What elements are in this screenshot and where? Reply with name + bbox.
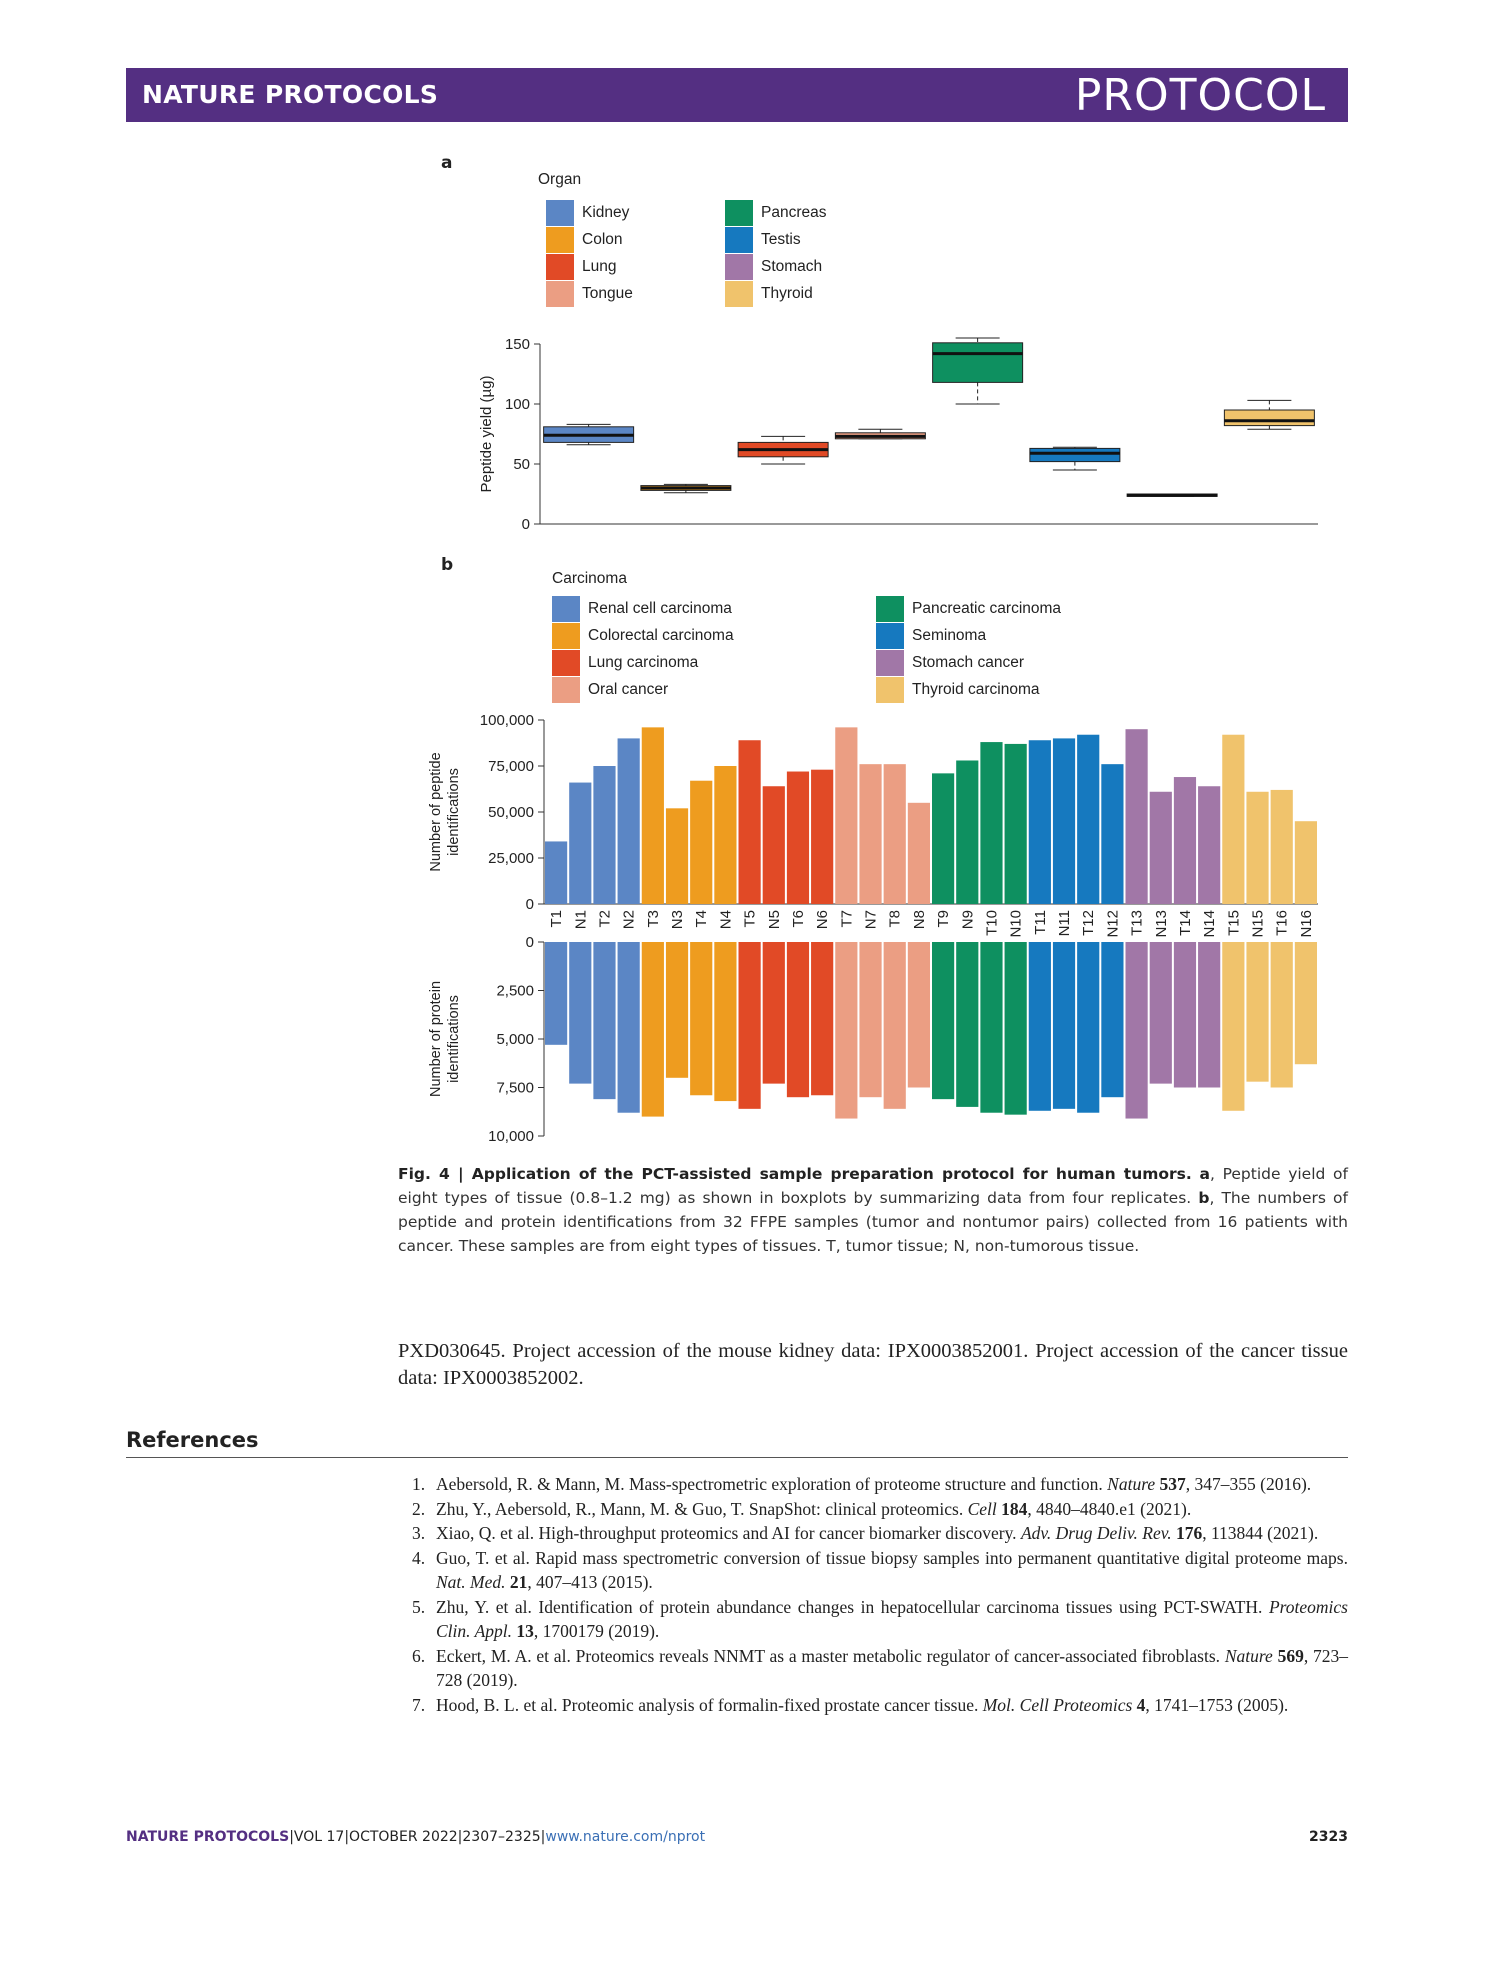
protein-bar-t5 [739, 942, 761, 1109]
protein-bar-t14 [1174, 942, 1196, 1088]
legend-label: Colon [582, 231, 623, 248]
reference-number: 3. [412, 1523, 426, 1543]
protein-bar-n9 [956, 942, 978, 1107]
caption-a-letter: a [1199, 1165, 1210, 1183]
panel-b-letter: b [441, 555, 454, 575]
boxplot-chart [0, 0, 1489, 560]
sample-label-t7: T7 [838, 910, 856, 928]
peptide-bar-t12 [1077, 735, 1099, 904]
sample-label-n3: N3 [669, 910, 687, 930]
footer-sep: | [344, 1829, 350, 1845]
caption-a-text: , Peptide yield of eight types of tissue (0.8–1.2 mg) as shown in boxplots by summarizing data from four replicates. [398, 1165, 1348, 1207]
panel-a-legend-title: Organ [538, 171, 582, 188]
reference-text: Hood, B. L. et al. Proteomic analysis of formalin-fixed prostate cancer tissue. [436, 1694, 983, 1715]
legend-label: Seminoma [912, 627, 987, 644]
y-tick-bottom-label: 5,000 [496, 1031, 534, 1048]
legend-label: Pancreas [761, 204, 827, 221]
caption-b-text: , The numbers of peptide and protein identifications from 32 FFPE samples (tumor and nontumor pairs) collected from 16 patients with cancer. These samples are from eight types of tissues. T, tumor tissue; N, non-tumorous tissue. [398, 1189, 1348, 1255]
reference-journal: Mol. Cell Proteomics [982, 1694, 1133, 1715]
y-tick-label: 150 [504, 336, 530, 353]
sample-label-n1: N1 [572, 910, 590, 930]
footer-date: OCTOBER 2022 [349, 1829, 458, 1845]
reference-number: 2. [412, 1498, 426, 1519]
y-axis-bottom-label-line2: identifications [446, 995, 462, 1083]
legend-label: Oral cancer [588, 681, 669, 698]
protein-bar-n10 [1005, 942, 1027, 1115]
peptide-bar-n2 [618, 738, 640, 904]
reference-journal: Nat. Med. [436, 1572, 506, 1592]
peptide-bar-t5 [739, 740, 761, 904]
y-tick-top-label: 0 [525, 896, 534, 913]
reference-pages: , 1700179 (2019). [533, 1621, 660, 1641]
peptide-bar-t10 [980, 742, 1002, 904]
reference-journal: Cell [967, 1498, 997, 1519]
y-axis-bottom-label-line1: Number of protein [428, 980, 444, 1098]
box-kidney [544, 424, 634, 444]
protein-bar-t7 [835, 942, 857, 1119]
reference-journal: Nature [1224, 1645, 1273, 1666]
peptide-bar-n1 [569, 783, 591, 904]
protein-bar-t3 [642, 942, 664, 1117]
peptide-bar-t3 [642, 727, 664, 904]
legend-swatch [552, 623, 580, 649]
legend-label: Lung [582, 258, 617, 275]
peptide-bar-n15 [1246, 792, 1268, 904]
box-thyroid [1224, 400, 1314, 429]
y-tick-label: 100 [504, 396, 530, 413]
reference-volume: 569 [1277, 1645, 1304, 1666]
reference-number: 6. [412, 1645, 426, 1666]
protein-bar-t2 [593, 942, 615, 1099]
footer-journal: NATURE PROTOCOLS [126, 1829, 290, 1845]
peptide-bar-t15 [1222, 735, 1244, 904]
legend-label: Thyroid carcinoma [912, 681, 1040, 698]
y-tick-bottom-label: 0 [525, 934, 534, 951]
reference-pages: , 1741–1753 (2005). [1145, 1694, 1289, 1715]
article-type-label: PROTOCOL [1074, 70, 1326, 121]
footer-url-link[interactable]: www.nature.com/nprot [545, 1829, 706, 1845]
sample-label-n6: N6 [814, 910, 832, 930]
reference-text: Zhu, Y., Aebersold, R., Mann, M. & Guo, T. SnapShot: clinical proteomics. [436, 1498, 968, 1519]
footer-sep: | [289, 1829, 294, 1845]
protein-bar-n14 [1198, 942, 1220, 1088]
y-axis-label: Peptide yield (µg) [478, 375, 495, 493]
sample-label-n15: N15 [1249, 910, 1267, 938]
peptide-bar-n8 [908, 803, 930, 904]
sample-label-n16: N16 [1297, 910, 1315, 938]
protein-bar-t4 [690, 942, 712, 1095]
legend-label: Stomach cancer [912, 654, 1024, 671]
reference-volume: 176 [1175, 1523, 1203, 1543]
sample-label-n7: N7 [862, 910, 880, 930]
peptide-bar-n4 [714, 766, 736, 904]
peptide-bar-t1 [545, 841, 567, 904]
legend-swatch [552, 650, 580, 676]
sample-label-t9: T9 [935, 910, 953, 928]
sample-label-t11: T11 [1031, 910, 1049, 935]
y-axis-top-label-line1: Number of peptide [428, 752, 444, 872]
peptide-bar-t16 [1271, 790, 1293, 904]
y-tick-label: 0 [521, 516, 530, 533]
legend-item-pancreatic-carcinoma [876, 596, 1061, 622]
panel-a-letter: a [441, 153, 453, 173]
sample-label-t14: T14 [1176, 910, 1194, 936]
legend-item-colorectal-carcinoma [552, 623, 734, 649]
sample-label-t8: T8 [886, 910, 904, 928]
peptide-bar-n16 [1295, 821, 1317, 904]
reference-number: 4. [412, 1547, 426, 1568]
protein-bar-t15 [1222, 942, 1244, 1111]
y-tick-bottom-label: 2,500 [496, 982, 534, 1000]
box-body [1030, 448, 1120, 461]
identifications-bar-chart [0, 690, 1489, 1150]
peptide-bar-t6 [787, 772, 809, 904]
caption-label: Fig. 4 | Application of the PCT-assisted sample preparation protocol for human tumors. [398, 1165, 1192, 1183]
legend-label: Testis [761, 231, 801, 248]
legend-label: Colorectal carcinoma [588, 627, 734, 644]
protein-bar-t1 [545, 942, 567, 1045]
references-list [398, 1472, 1348, 1717]
reference-volume: 4 [1136, 1694, 1146, 1715]
y-tick-top-label: 50,000 [488, 804, 534, 821]
reference-journal: Nature [1107, 1474, 1156, 1494]
reference-journal: Adv. Drug Deliv. Rev. [1020, 1523, 1172, 1543]
footer-pages: 2307–2325 [462, 1829, 541, 1845]
protein-bar-n16 [1295, 942, 1317, 1064]
protein-bar-t6 [787, 942, 809, 1097]
figure-caption [398, 1162, 1348, 1258]
protein-bar-t11 [1029, 942, 1051, 1111]
peptide-bar-t13 [1126, 729, 1148, 904]
reference-text: Eckert, M. A. et al. Proteomics reveals NNMT as a master metabolic regulator of cancer-associated fibroblasts. [436, 1645, 1225, 1666]
legend-item-seminoma [876, 623, 986, 649]
peptide-bar-n5 [763, 786, 785, 904]
peptide-bar-t11 [1029, 740, 1051, 904]
peptide-bar-t4 [690, 781, 712, 904]
protein-bar-n7 [859, 942, 881, 1097]
y-tick-top-label: 75,000 [488, 758, 534, 775]
sample-label-n9: N9 [959, 910, 977, 930]
box-body [933, 343, 1023, 383]
reference-text: Guo, T. et al. Rapid mass spectrometric conversion of tissue biopsy samples into permanent quantitative digital proteome maps. [436, 1547, 1348, 1568]
legend-swatch [876, 596, 904, 622]
protein-bar-t9 [932, 942, 954, 1099]
peptide-bar-t8 [884, 764, 906, 904]
legend-item-stomach-cancer [876, 650, 1024, 676]
sample-label-n4: N4 [717, 910, 735, 930]
sample-label-n13: N13 [1152, 910, 1170, 938]
reference-number: 1. [412, 1474, 426, 1494]
protein-bar-n13 [1150, 942, 1172, 1084]
sample-label-n12: N12 [1104, 910, 1122, 938]
protein-bar-n3 [666, 942, 688, 1078]
footer-sep: | [540, 1829, 546, 1845]
references-heading: References [126, 1428, 259, 1452]
sample-label-n5: N5 [765, 910, 783, 930]
reference-item [398, 1521, 1348, 1546]
box-colon [641, 484, 731, 492]
journal-name: NATURE PROTOCOLS [142, 80, 439, 109]
sample-label-t16: T16 [1273, 910, 1291, 936]
legend-label: Lung carcinoma [588, 654, 699, 671]
peptide-bar-t2 [593, 766, 615, 904]
sample-label-n10: N10 [1007, 910, 1025, 938]
protein-bar-n15 [1246, 942, 1268, 1082]
reference-item [398, 1693, 1348, 1718]
reference-pages: , 723–728 (2019). [436, 1645, 1349, 1690]
reference-item [398, 1595, 1348, 1644]
box-stomach [1127, 494, 1217, 496]
sample-label-t12: T12 [1080, 910, 1098, 936]
legend-label: Kidney [582, 204, 630, 221]
sample-label-n11: N11 [1056, 910, 1074, 937]
page-number: 2323 [1309, 1829, 1348, 1845]
sample-label-t13: T13 [1128, 910, 1146, 936]
reference-pages: , 4840–4840.e1 (2021). [1027, 1498, 1192, 1519]
legend-swatch [552, 596, 580, 622]
protein-bar-n6 [811, 942, 833, 1095]
protein-bar-t13 [1126, 942, 1148, 1119]
sample-label-t6: T6 [789, 910, 807, 928]
sample-label-t5: T5 [741, 910, 759, 928]
legend-item-lung-carcinoma [552, 650, 698, 676]
reference-pages: , 407–413 (2015). [527, 1572, 653, 1592]
protein-bar-t16 [1271, 942, 1293, 1088]
reference-volume: 13 [516, 1621, 534, 1641]
page-footer [126, 1829, 1348, 1845]
y-tick-bottom-label: 10,000 [488, 1128, 534, 1145]
box-tongue [835, 429, 925, 439]
protein-bar-n2 [618, 942, 640, 1113]
protein-bar-n11 [1053, 942, 1075, 1109]
box-testis [1030, 447, 1120, 470]
sample-label-t15: T15 [1225, 910, 1243, 936]
caption-b-letter: b [1198, 1189, 1210, 1207]
sample-label-t2: T2 [596, 910, 614, 928]
body-paragraph: PXD030645. Project accession of the mouse kidney data: IPX0003852001. Project accession of the cancer tissue data: IPX0003852002. [398, 1340, 1348, 1389]
panel-b-legend-title: Carcinoma [552, 570, 627, 587]
y-tick-bottom-label: 7,500 [496, 1079, 534, 1097]
legend-label: Thyroid [761, 285, 813, 302]
footer-sep: | [457, 1829, 463, 1845]
protein-bar-n5 [763, 942, 785, 1084]
protein-bar-t12 [1077, 942, 1099, 1113]
reference-item [398, 1497, 1348, 1522]
peptide-bar-t14 [1174, 777, 1196, 904]
sample-label-n8: N8 [910, 910, 928, 930]
peptide-bar-n11 [1053, 738, 1075, 904]
legend-item-renal-cell-carcinoma [552, 596, 732, 622]
sample-label-t3: T3 [644, 910, 662, 928]
peptide-bar-n10 [1005, 744, 1027, 904]
reference-item [398, 1472, 1348, 1497]
reference-volume: 537 [1159, 1474, 1186, 1494]
references-divider [126, 1457, 1348, 1458]
box-lung [738, 436, 828, 464]
legend-swatch [876, 650, 904, 676]
protein-bar-n4 [714, 942, 736, 1101]
box-pancreas [933, 338, 1023, 404]
sample-label-t1: T1 [548, 910, 566, 928]
reference-text: Xiao, Q. et al. High-throughput proteomics and AI for cancer biomarker discovery. [436, 1523, 1021, 1543]
legend-label: Renal cell carcinoma [588, 600, 732, 617]
peptide-bar-t9 [932, 773, 954, 904]
reference-number: 5. [412, 1596, 426, 1617]
peptide-bar-n13 [1150, 792, 1172, 904]
reference-item [398, 1546, 1348, 1595]
sample-label-t10: T10 [983, 910, 1001, 936]
sample-label-n14: N14 [1201, 910, 1219, 938]
reference-volume: 21 [509, 1572, 528, 1592]
footer-volume: VOL 17 [293, 1829, 345, 1845]
peptide-bar-n6 [811, 770, 833, 904]
y-tick-top-label: 100,000 [479, 712, 534, 729]
protein-bar-n1 [569, 942, 591, 1084]
sample-label-t4: T4 [693, 910, 711, 928]
reference-pages: , 113844 (2021). [1202, 1523, 1319, 1543]
reference-text: Zhu, Y. et al. Identification of protein abundance changes in hepatocellular carcinoma tissues using PCT-SWATH. [436, 1596, 1269, 1617]
peptide-bar-n9 [956, 760, 978, 904]
y-tick-label: 50 [513, 456, 530, 473]
protein-bar-t8 [884, 942, 906, 1109]
reference-item [398, 1644, 1348, 1693]
legend-swatch [876, 623, 904, 649]
peptide-bar-n12 [1101, 764, 1123, 904]
reference-pages: , 347–355 (2016). [1185, 1474, 1312, 1494]
reference-text: Aebersold, R. & Mann, M. Mass-spectrometric exploration of proteome structure and function. [436, 1474, 1108, 1494]
protein-bar-n8 [908, 942, 930, 1088]
legend-label: Stomach [761, 258, 823, 275]
y-tick-top-label: 25,000 [488, 850, 534, 867]
box-body [1224, 410, 1314, 426]
peptide-bar-n3 [666, 808, 688, 904]
reference-journal: Proteomics Clin. Appl. [436, 1596, 1348, 1641]
legend-label: Tongue [582, 285, 633, 302]
protein-bar-t10 [980, 942, 1002, 1113]
peptide-bar-n7 [859, 764, 881, 904]
legend-label: Pancreatic carcinoma [912, 600, 1062, 617]
peptide-bar-n14 [1198, 786, 1220, 904]
y-axis-top-label-line2: identifications [446, 768, 462, 856]
sample-label-n2: N2 [620, 910, 638, 930]
peptide-bar-t7 [835, 727, 857, 904]
protein-bar-n12 [1101, 942, 1123, 1097]
reference-number: 7. [412, 1694, 426, 1715]
reference-volume: 184 [1001, 1498, 1028, 1519]
